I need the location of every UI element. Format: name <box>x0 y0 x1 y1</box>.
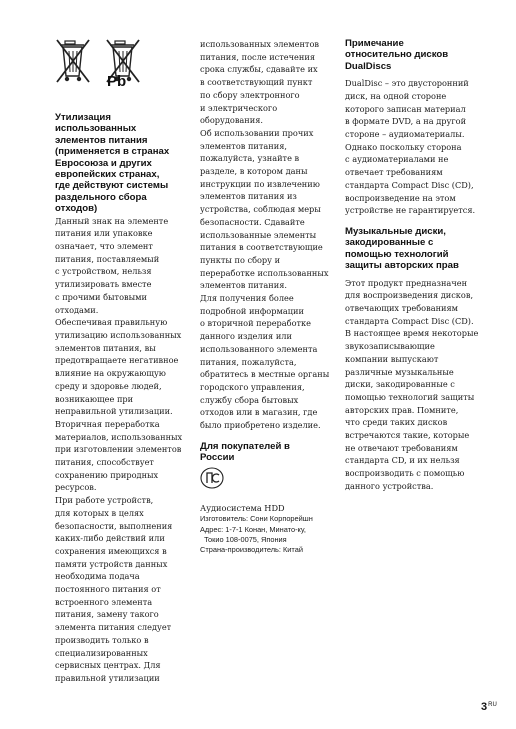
text-line: Данный знак на элементе <box>55 215 169 226</box>
column-1 <box>55 38 185 685</box>
text-line: оборудования. <box>200 115 263 126</box>
text-line: различные музыкальные <box>345 366 454 377</box>
text-line: которого записан материал <box>345 103 466 114</box>
text-line: разделе, в котором даны <box>200 166 308 177</box>
column-2 <box>200 38 332 555</box>
text-line: пожалуйста, узнайте в <box>200 153 300 164</box>
text-line: стороне – аудиоматериалы. <box>345 129 465 140</box>
text-line: питания, пожалуйста, <box>200 356 297 367</box>
language-code: RU <box>488 702 497 708</box>
text-line: Обеспечивая правильную <box>55 317 168 328</box>
text-line: специализированных <box>55 647 148 658</box>
text-line: означает, что элемент <box>55 241 153 252</box>
text-line: диск, на одной стороне <box>345 90 447 101</box>
text-line: возникающее при <box>55 393 134 404</box>
text-line: отвечающих требованиям <box>345 302 459 313</box>
text-line: сервисных центрах. Для <box>55 660 161 671</box>
certification-mark-icon <box>200 467 224 489</box>
text-line: в формате DVD, а на другой <box>345 116 467 127</box>
heading-line: где действуют системы <box>55 180 169 192</box>
text-line: не отвечают требованиям <box>345 442 458 453</box>
text-line: службу сбора бытовых <box>200 394 299 405</box>
text-line: использованные элементы <box>200 229 317 240</box>
text-line: правильной утилизации <box>55 672 160 683</box>
battery-disposal-heading <box>55 112 185 215</box>
lead-symbol: Pb <box>107 73 127 90</box>
heading-line: Утилизация <box>55 112 111 123</box>
heading-line: Евросоюза и других <box>55 157 152 169</box>
text-line: При работе устройств, <box>55 495 154 506</box>
text-line: инструкции по извлечению <box>200 178 320 189</box>
text-line: обратитесь в местные органы <box>200 369 330 380</box>
text-line: производить только в <box>55 634 149 645</box>
column-3 <box>345 38 479 493</box>
manufacturer-line: Адрес: 1-7-1 Конан, Минато-ку, <box>200 524 306 534</box>
text-line: городского управления, <box>200 381 305 392</box>
text-line: устройства, соблюдая меры <box>200 204 321 215</box>
page-number <box>481 701 497 713</box>
heading-line: Музыкальные диски, <box>345 225 446 237</box>
text-line: отходами. <box>55 304 99 315</box>
text-line: использованного элемента <box>200 343 318 354</box>
copy-protected-discs-heading <box>345 226 475 272</box>
text-line: переработке использованных <box>200 267 329 278</box>
text-line: для которых в целях <box>55 507 144 518</box>
text-line: Вторичная переработка <box>55 418 160 429</box>
heading-line: европейских странах, <box>55 169 160 181</box>
text-line: с аудиоматериалами не <box>345 154 449 165</box>
text-line: для воспроизведения дисков, <box>345 290 474 301</box>
text-line: безопасности. Сдавайте <box>200 216 305 227</box>
text-line: с прочими бытовыми <box>55 291 147 302</box>
text-line: срока службы, сдавайте их <box>200 64 318 75</box>
crossed-bin-icon <box>55 38 93 86</box>
heading-line: отходов) <box>55 203 98 215</box>
heading-line: элементов питания <box>55 134 148 146</box>
text-line: пункты по сбору и <box>200 254 281 265</box>
text-line: питания, после истечения <box>200 51 315 62</box>
text-line: утилизировать вместе <box>55 279 152 290</box>
text-line: предотвращаете негативное <box>55 355 179 366</box>
text-line: питания, поставляемый <box>55 253 160 264</box>
text-line: влияние на окружающую <box>55 368 166 379</box>
heading-line: России <box>200 452 235 464</box>
text-line: отвечает требованиям <box>345 167 443 178</box>
text-line: по сбору электронного <box>200 89 300 100</box>
heading-line: защиты авторских прав <box>345 260 459 272</box>
text-line: стандарта Compact Disc (CD). <box>345 315 474 326</box>
text-line: утилизацию использованных <box>55 329 182 340</box>
text-line: безопасности, выполнения <box>55 520 173 531</box>
text-line: сохранению природных <box>55 469 159 480</box>
text-line: диски, закодированные с <box>345 379 455 390</box>
manufacturer-line: Изготовитель: Сони Корпорейшн <box>200 514 313 524</box>
text-line: авторских прав. Помните, <box>345 404 459 415</box>
text-line: встречаются такие, которые <box>345 430 470 441</box>
heading-line: использованных <box>55 123 137 135</box>
text-line: сохранения имеющихся в <box>55 545 167 556</box>
dualdisc-heading <box>345 38 475 72</box>
battery-disposal-text-continued <box>200 38 332 432</box>
text-line: питания или упаковке <box>55 228 153 239</box>
text-line: В настоящее время некоторые <box>345 328 479 339</box>
text-line: звукозаписывающие <box>345 341 435 352</box>
text-line: компании выпускают <box>345 353 439 364</box>
product-name: Аудиосистема HDD <box>200 502 285 513</box>
battery-disposal-text <box>55 215 185 685</box>
text-line: было приобретено изделие. <box>200 420 321 431</box>
text-line: использованных элементов <box>200 39 319 49</box>
dualdisc-text <box>345 77 475 217</box>
text-line: питания, замену такого <box>55 609 159 620</box>
heading-line: раздельного сбора <box>55 191 147 203</box>
text-line: воспроизведение на этом <box>345 192 456 203</box>
manufacturer-line: Токио 108-0075, Япония <box>200 534 287 544</box>
text-line: устройстве не гарантируется. <box>345 205 476 216</box>
text-line: данного изделия или <box>200 331 292 342</box>
text-line: питания в соответствующие <box>200 242 323 253</box>
text-line: и электрического <box>200 102 278 113</box>
text-line: материалов, использованных <box>55 431 183 442</box>
text-line: среду и здоровье людей, <box>55 380 162 391</box>
text-line: стандарта Compact Disc (CD), <box>345 179 474 190</box>
text-line: элементов питания, <box>200 140 287 151</box>
disposal-symbols <box>55 38 185 100</box>
text-line: ресурсов. <box>55 482 97 493</box>
text-line: DualDisc – это двусторонний <box>345 78 469 89</box>
text-line: Об использовании прочих <box>200 127 314 138</box>
text-line: Этот продукт предназначен <box>345 277 468 288</box>
text-line: стандарта CD, и их нельзя <box>345 455 460 466</box>
text-line: питания, способствует <box>55 457 154 468</box>
text-line: о вторичной переработке <box>200 318 312 329</box>
russia-buyers-heading <box>200 441 332 464</box>
text-line: в соответствующий пункт <box>200 77 313 88</box>
text-line: элементов питания из <box>200 191 297 202</box>
manufacturer-info <box>200 514 332 555</box>
heading-line: Для покупателей в <box>200 440 290 452</box>
text-line: элемента питания следует <box>55 622 172 633</box>
page-number-value: 3 <box>481 701 488 713</box>
text-line: Однако поскольку сторона <box>345 141 462 152</box>
manufacturer-line: Страна-производитель: Китай <box>200 544 303 554</box>
text-line: помощью технологий защиты <box>345 391 475 402</box>
text-line: при изготовлении элементов <box>55 444 182 455</box>
text-line: отходов или в магазин, где <box>200 407 318 418</box>
text-line: необходима подача <box>55 571 140 582</box>
copy-protected-discs-text <box>345 277 479 493</box>
heading-line: помощью технологий <box>345 248 449 260</box>
heading-line: DualDiscs <box>345 60 392 72</box>
heading-line: относительно дисков <box>345 49 449 61</box>
text-line: подробной информации <box>200 305 304 316</box>
text-line: каких-либо действий или <box>55 533 165 544</box>
text-line: элементов питания. <box>200 280 287 291</box>
heading-line: (применяется в странах <box>55 146 170 158</box>
text-line: встроенного элемента <box>55 596 153 607</box>
text-line: элементов питания, вы <box>55 342 156 353</box>
text-line: Для получения более <box>200 293 294 304</box>
text-line: неправильной утилизации. <box>55 406 173 417</box>
text-line: воспроизводить с помощью <box>345 468 465 479</box>
text-line: данного устройства. <box>345 480 434 491</box>
text-line: памяти устройств данных <box>55 558 168 569</box>
text-line: постоянного питания от <box>55 584 161 595</box>
text-line: с устройством, нельзя <box>55 266 152 277</box>
heading-line: закодированные с <box>345 237 434 249</box>
heading-line: Примечание <box>345 38 404 49</box>
text-line: что среди таких дисков <box>345 417 448 428</box>
